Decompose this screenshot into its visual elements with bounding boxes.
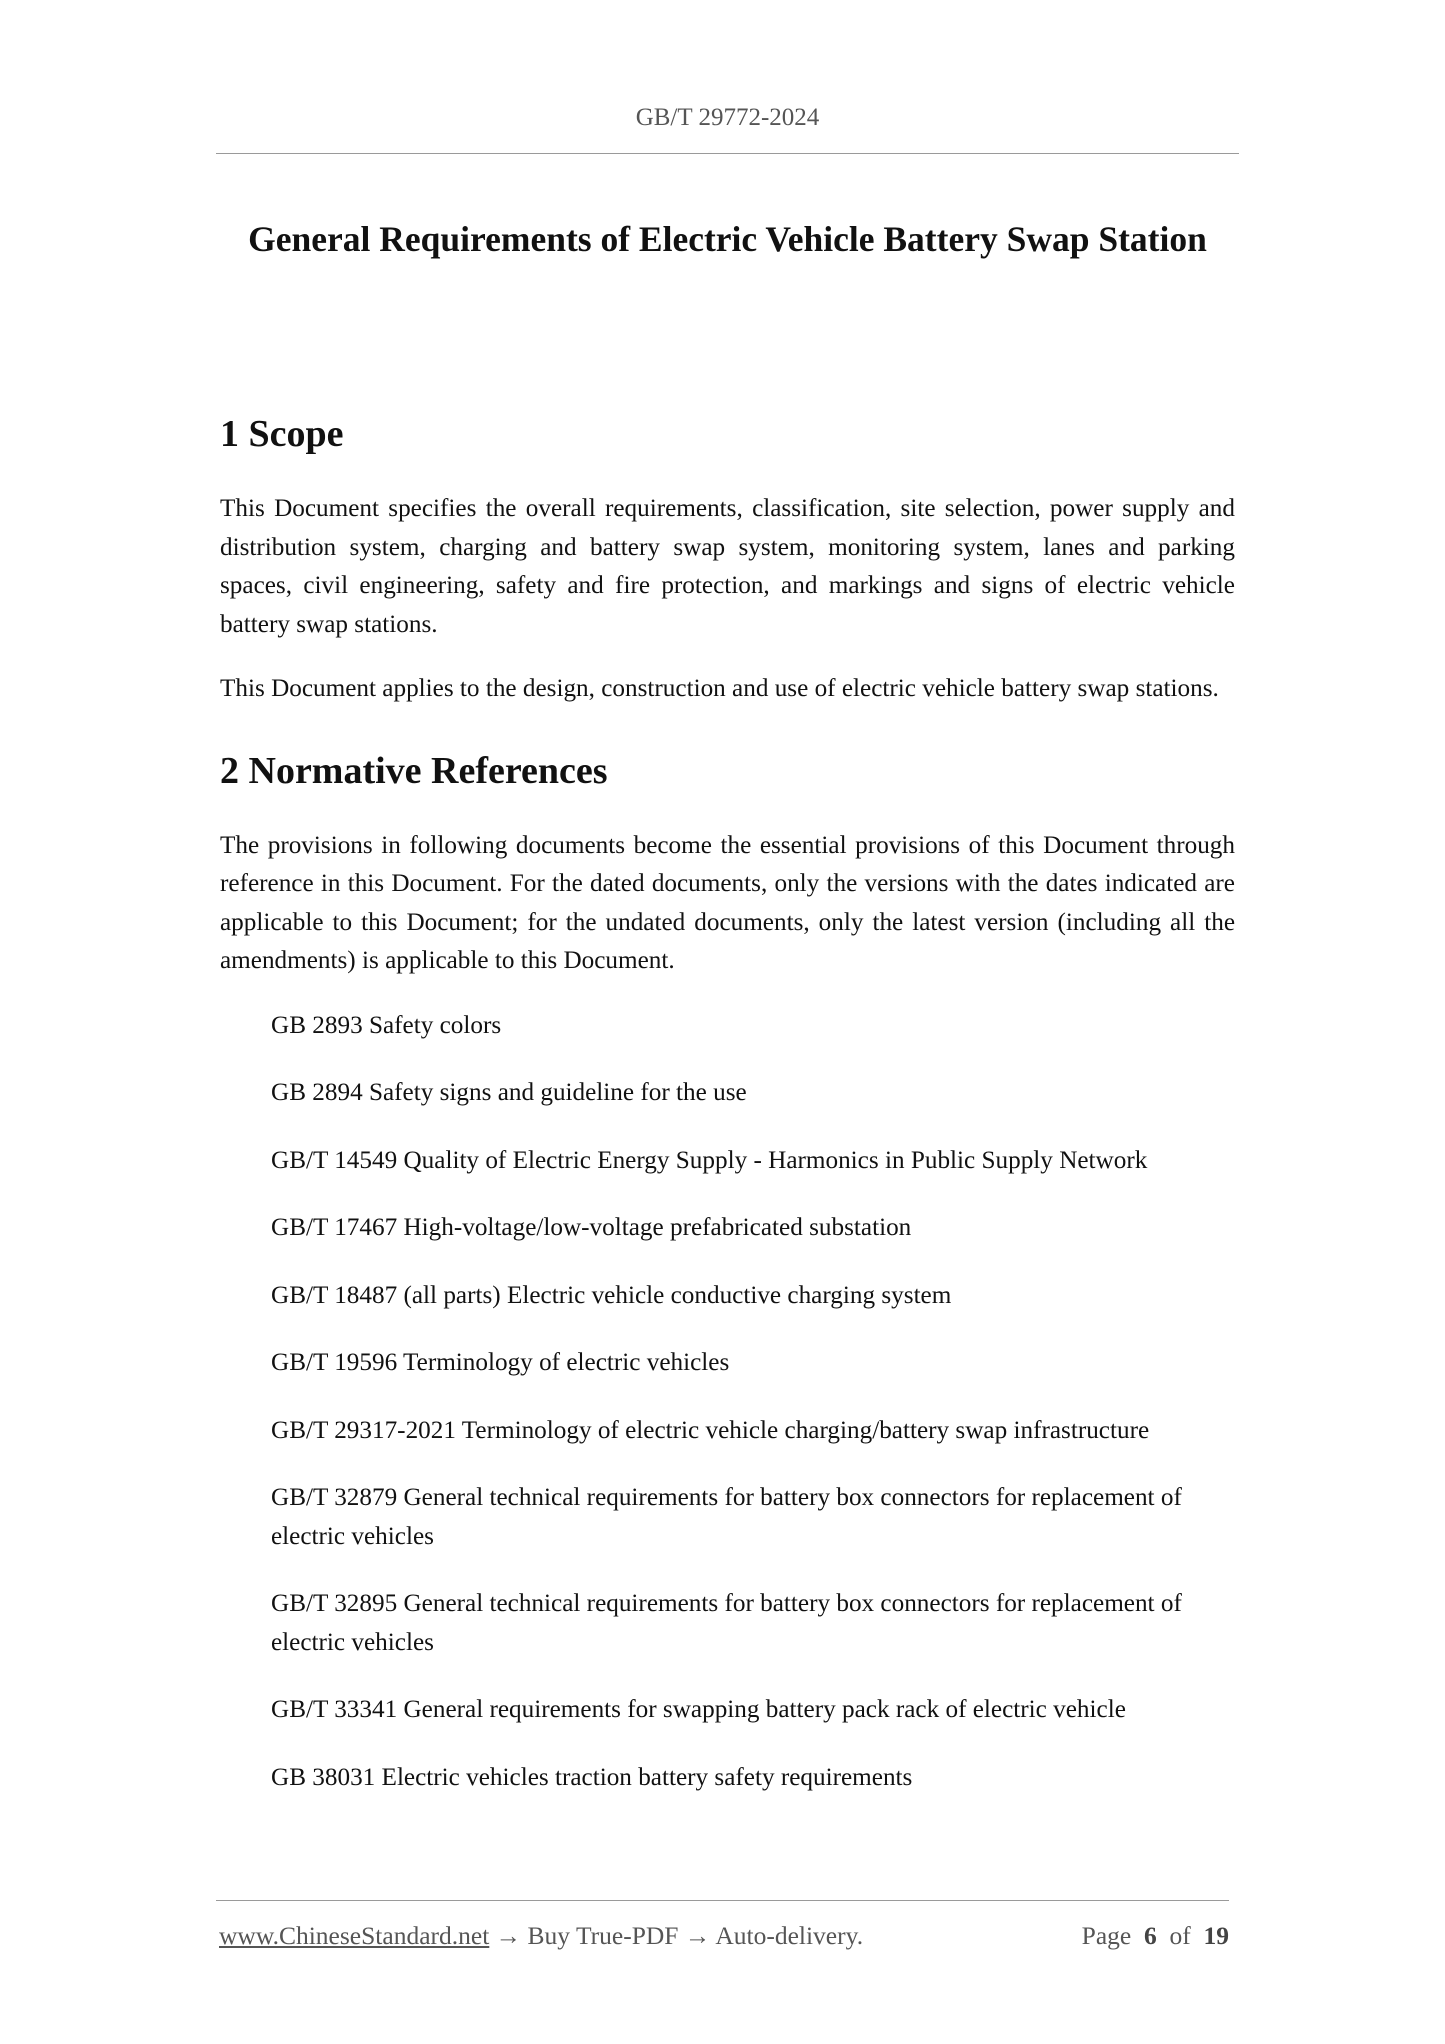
document-body	[220, 408, 1235, 1826]
arrow-right-icon: →	[684, 1921, 711, 1950]
page-current: 6	[1144, 1921, 1157, 1950]
references-intro-paragraph: The provisions in following documents become the essential provisions of this Document through reference in this Document. For the dated documents, only the versions with the dates indicated are applicable to this Document; for the undated documents, only the latest version (including all the amendments) is applicable to this Document.	[220, 831, 1235, 974]
page-of-label: of	[1169, 1921, 1191, 1950]
website-link[interactable]: www.ChineseStandard.net	[219, 1921, 490, 1950]
header-divider	[216, 153, 1239, 154]
reference-item: GB/T 29317-2021 Terminology of electric vehicle charging/battery swap infrastructure	[271, 1416, 1150, 1444]
section-heading-normative-references: 2 Normative References	[220, 749, 608, 792]
page-number	[1082, 1921, 1229, 1951]
reference-item: GB/T 19596 Terminology of electric vehicles	[271, 1349, 730, 1376]
auto-delivery-text: Auto-delivery.	[715, 1921, 864, 1950]
document-title: General Requirements of Electric Vehicle Battery Swap Station	[248, 219, 1207, 259]
reference-item: GB/T 32895 General technical requirements for battery box connectors for replacement of electric vehicles	[271, 1590, 1182, 1656]
footer-divider	[216, 1900, 1229, 1901]
reference-item: GB/T 33341 General requirements for swapping battery pack rack of electric vehicle	[271, 1696, 1126, 1723]
section-heading-scope: 1 Scope	[220, 413, 344, 455]
header-standard-code: GB/T 29772-2024	[635, 104, 820, 131]
arrow-right-icon: →	[495, 1921, 522, 1950]
buy-true-pdf-text: Buy True-PDF	[527, 1921, 679, 1950]
reference-item: GB 2894 Safety signs and guideline for the use	[271, 1079, 747, 1106]
page-total: 19	[1203, 1921, 1229, 1950]
reference-item: GB 2893 Safety colors	[271, 1011, 502, 1039]
scope-paragraph: This Document applies to the design, construction and use of electric vehicle battery swap stations.	[220, 675, 1219, 702]
reference-item: GB/T 32879 General technical requirements for battery box connectors for replacement of electric vehicles	[271, 1484, 1182, 1550]
reference-list	[220, 1007, 1235, 1798]
reference-item: GB/T 18487 (all parts) Electric vehicle conductive charging system	[271, 1281, 952, 1309]
footer-promo	[219, 1921, 863, 1951]
scope-paragraph: This Document specifies the overall requirements, classification, site selection, power supply and distribution system, charging and battery swap system, monitoring system, lanes and parking spaces, civil engineering, safety and fire protection, and markings and signs of electric vehicle battery swap stations.	[220, 495, 1235, 638]
reference-item: GB 38031 Electric vehicles traction battery safety requirements	[271, 1763, 913, 1791]
reference-item: GB/T 17467 High-voltage/low-voltage prefabricated substation	[271, 1214, 912, 1241]
reference-item: GB/T 14549 Quality of Electric Energy Supply - Harmonics in Public Supply Network	[271, 1146, 1148, 1174]
page-label: Page	[1081, 1921, 1132, 1950]
